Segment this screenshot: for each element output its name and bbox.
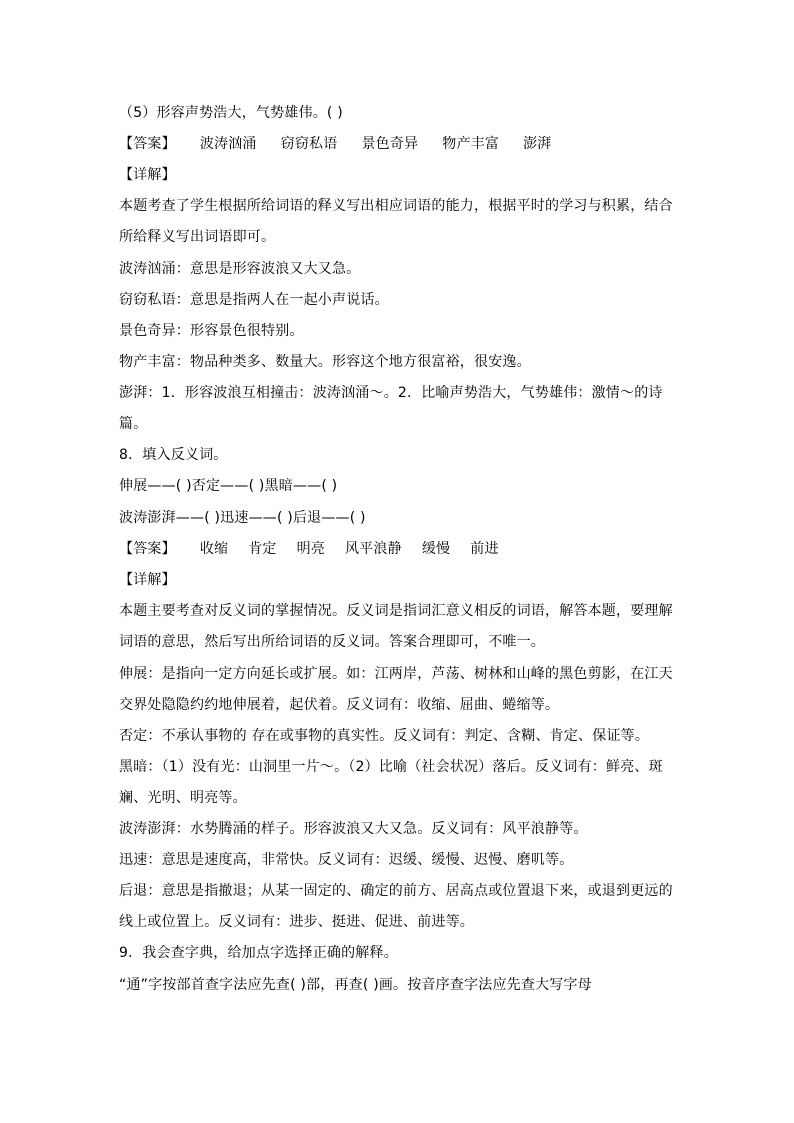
question-5-line: （5）形容声势浩大，气势雄伟。( ) [119,105,343,121]
answer-item: 明亮 [296,541,326,557]
detail-label: 【详解】 [119,572,176,588]
explanation-line: 黑暗：（1）没有光：山洞里一片～。（2）比喻（社会状况）落后。反义词有：鲜亮、斑 [119,759,663,775]
answer-item: 收缩 [199,541,229,557]
explanation-line: 本题考查了学生根据所给词语的释义写出相应词语的能力，根据平时的学习与积累，结合 [119,198,673,214]
answer-item: 景色奇异 [361,136,419,152]
explanation-line: 篇。 [119,416,148,432]
explanation-line: 交界处隐隐约约地伸展着，起伏着。反义词有：收缩、屈曲、蜷缩等。 [119,697,560,713]
explanation-line: 波涛汹涌：意思是形容波浪又大又急。 [119,261,361,277]
explanation-line: 斓、光明、明亮等。 [119,790,247,806]
explanation-line: 后退：意思是指撤退；从某一固定的、确定的前方、居高点或位置退下来，或退到更远的 [119,883,673,899]
answer-item: 波涛汹涌 [199,136,257,152]
answer-tag: 【答案】 [119,136,176,152]
question-9-line: “通”字按部首查字法应先查( )部，再查( )画。按音序查字法应先查大写字母 [119,977,592,993]
explanation-line: 澎湃：1．形容波浪互相撞击：波涛汹涌～。2．比喻声势浩大，气势雄伟：激情～的诗 [119,385,663,401]
answer-item: 缓慢 [421,541,451,557]
answer-row-q8 [119,539,679,559]
answer-item: 窃窃私语 [280,136,338,152]
question-9-title: 9．我会查字典，给加点字选择正确的解释。 [119,945,398,961]
question-8-row-1: 伸展——( )否定——( )黑暗——( ) [119,478,338,494]
answer-tag: 【答案】 [119,541,176,557]
answer-item: 物产丰富 [442,136,500,152]
explanation-line: 所给释义写出词语即可。 [119,229,276,245]
detail-label: 【详解】 [119,167,176,183]
explanation-line: 景色奇异：形容景色很特别。 [119,323,304,339]
answer-row-q7 [119,134,679,154]
explanation-line: 词语的意思，然后写出所给词语的反义词。答案合理即可，不唯一。 [119,634,545,650]
question-8-row-2: 波涛澎湃——( )迅速——( )后退——( ) [119,510,366,526]
explanation-line: 波涛澎湃：水势腾涌的样子。形容波浪又大又急。反义词有：风平浪静等。 [119,821,588,837]
question-8-title: 8．填入反义词。 [119,447,228,463]
explanation-line: 否定：不承认事物的 存在或事物的真实性。反义词有：判定、含糊、肯定、保证等。 [119,728,650,744]
answer-item: 前进 [470,541,499,557]
answer-item: 肯定 [248,541,277,557]
explanation-line: 窃窃私语：意思是指两人在一起小声说话。 [119,292,389,308]
answer-item: 风平浪静 [345,541,402,557]
explanation-line: 物产丰富：物品种类多、数量大。形容这个地方很富裕，很安逸。 [119,354,531,370]
explanation-line: 本题主要考查对反义词的掌握情况。反义词是指词汇意义相反的词语，解答本题，要理解 [119,603,673,619]
answer-item: 澎湃 [523,136,552,152]
explanation-line: 伸展：是指向一定方向延长或扩展。如：江两岸，芦荡、树林和山峰的黑色剪影，在江天 [119,666,673,682]
explanation-line: 迅速：意思是速度高，非常快。反义词有：迟缓、缓慢、迟慢、磨叽等。 [119,852,574,868]
explanation-line: 线上或位置上。反义词有：进步、挺进、促进、前进等。 [119,914,474,930]
